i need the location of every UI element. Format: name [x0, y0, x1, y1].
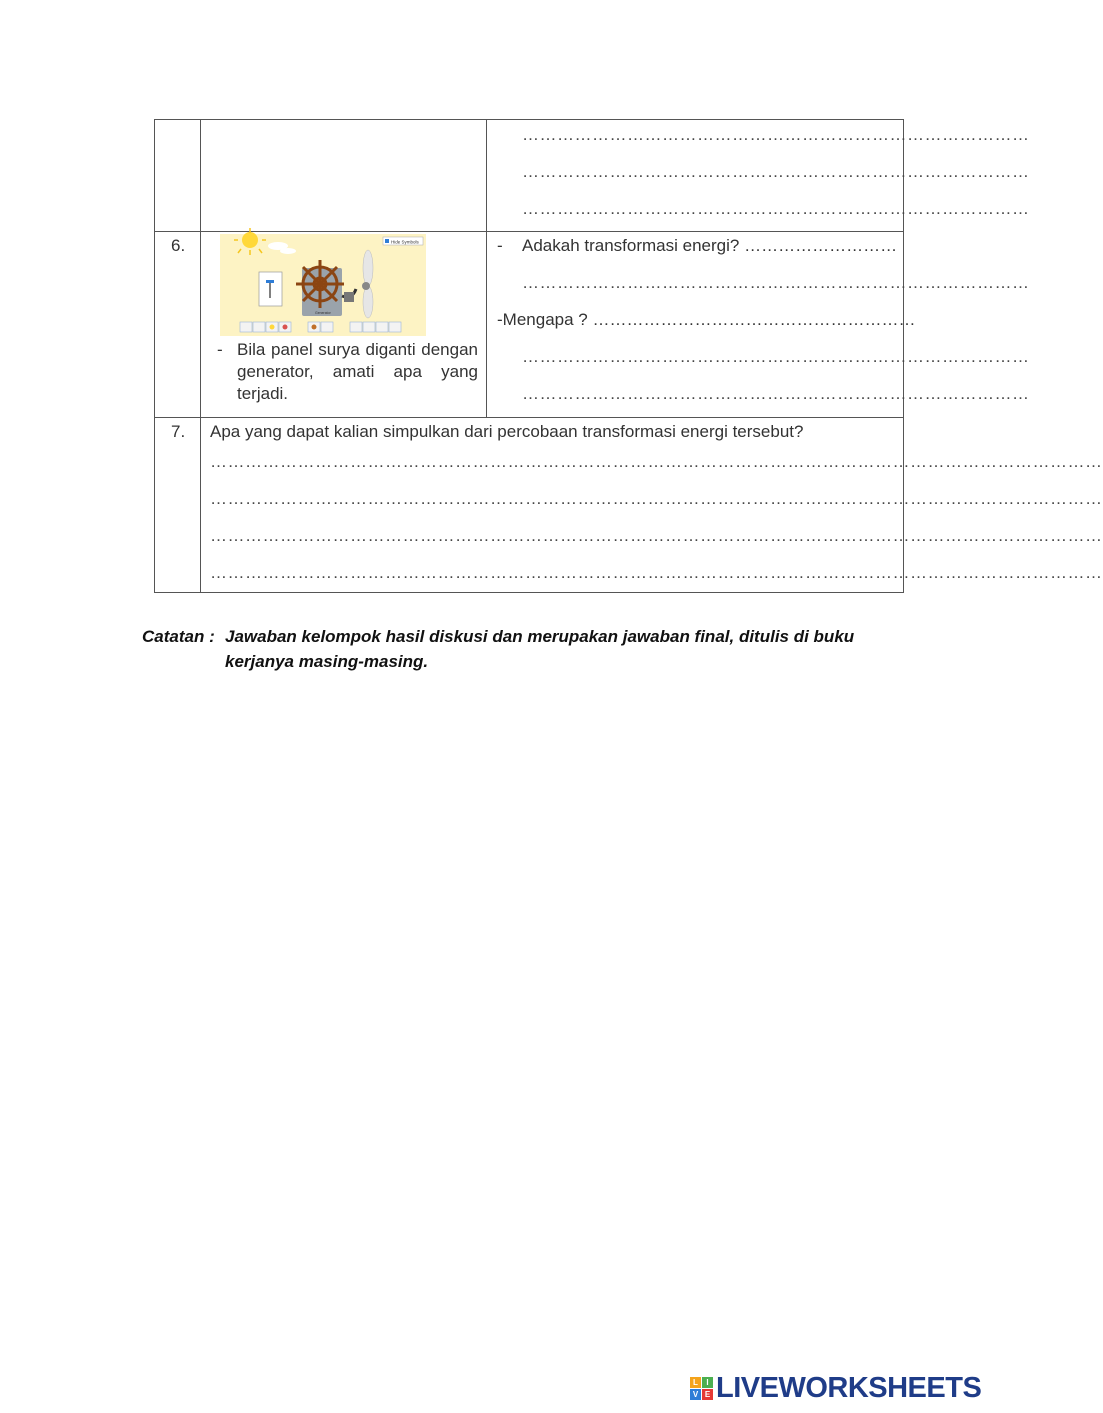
- generator-label: Generator: [315, 311, 331, 315]
- hide-symbols-label: Hide Symbols: [391, 239, 419, 245]
- question-text[interactable]: Adakah transformasi energi? ………………………: [522, 236, 898, 255]
- table-row-7: [155, 418, 904, 593]
- instruction-text: Bila panel surya diganti dengan generator, amati apa yang terjadi.: [237, 340, 478, 403]
- question-why: [487, 306, 916, 343]
- row-prompt-cell: [201, 120, 487, 232]
- note: [142, 624, 902, 674]
- table-row: [155, 120, 904, 232]
- answer-cell: [487, 232, 1030, 418]
- answer-line[interactable]: ……………………………………………………………………………: [522, 347, 1030, 366]
- answer-line[interactable]: ……………………………………………………………………………: [522, 162, 1030, 181]
- note-text-line2: kerjanya masing-masing.: [225, 652, 429, 671]
- logo-block-v: V: [690, 1389, 701, 1400]
- logo-block-i: I: [702, 1377, 713, 1388]
- bullet-dash: -: [497, 236, 503, 255]
- cloud-icon: [280, 248, 296, 254]
- conclusion-question: Apa yang dapat kalian simpulkan dari percobaan transformasi energi tersebut?: [210, 422, 804, 441]
- row-number-cell: [155, 120, 201, 232]
- row-number-cell: [155, 232, 201, 418]
- experiment-instruction: [201, 336, 486, 405]
- row-number: 7.: [171, 422, 186, 441]
- experiment-cell: [201, 232, 487, 418]
- row-number: 6.: [171, 236, 186, 255]
- logo-block-e: E: [702, 1389, 713, 1400]
- answer-cell: [487, 120, 1030, 232]
- answer-line[interactable]: ………………………………………………………………………………………………………………………………………: [210, 563, 1103, 582]
- bullet-dash: -: [497, 310, 503, 329]
- answer-line[interactable]: ………………………………………………………………………………………………………………………………………: [210, 489, 1103, 508]
- answer-line[interactable]: ………………………………………………………………………………………………………………………………………: [210, 526, 1103, 545]
- row-number-cell: [155, 418, 201, 593]
- question-text[interactable]: Mengapa ? …………………………………………………: [502, 310, 916, 329]
- answer-line[interactable]: ……………………………………………………………………………: [522, 125, 1030, 144]
- simulation-screenshot: [220, 234, 426, 336]
- row-number: [155, 120, 200, 124]
- energy-simulation-image: [220, 234, 426, 336]
- note-text-line1: Jawaban kelompok hasil diskusi dan merupakan jawaban final, ditulis di buku: [225, 627, 855, 646]
- note-label: Catatan :: [142, 627, 215, 646]
- question-energy-transformation: [487, 232, 903, 269]
- answer-line[interactable]: ………………………………………………………………………………………………………………………………………: [210, 452, 1103, 471]
- conclusion-cell: [201, 418, 1103, 593]
- bullet-dash: -: [217, 340, 223, 359]
- answer-line[interactable]: ……………………………………………………………………………: [522, 384, 1030, 403]
- logo-wordmark: LIVEWORKSHEETS: [716, 1372, 982, 1404]
- answer-line[interactable]: ……………………………………………………………………………: [522, 199, 1030, 218]
- table-row-6: [155, 232, 904, 418]
- answer-line[interactable]: ……………………………………………………………………………: [522, 273, 1030, 292]
- worksheet-table: [154, 119, 1103, 593]
- logo-block-l: L: [690, 1377, 701, 1388]
- logo-blocks: [690, 1377, 713, 1400]
- ship-wheel-icon: [296, 260, 344, 308]
- liveworksheets-logo[interactable]: [690, 1372, 981, 1405]
